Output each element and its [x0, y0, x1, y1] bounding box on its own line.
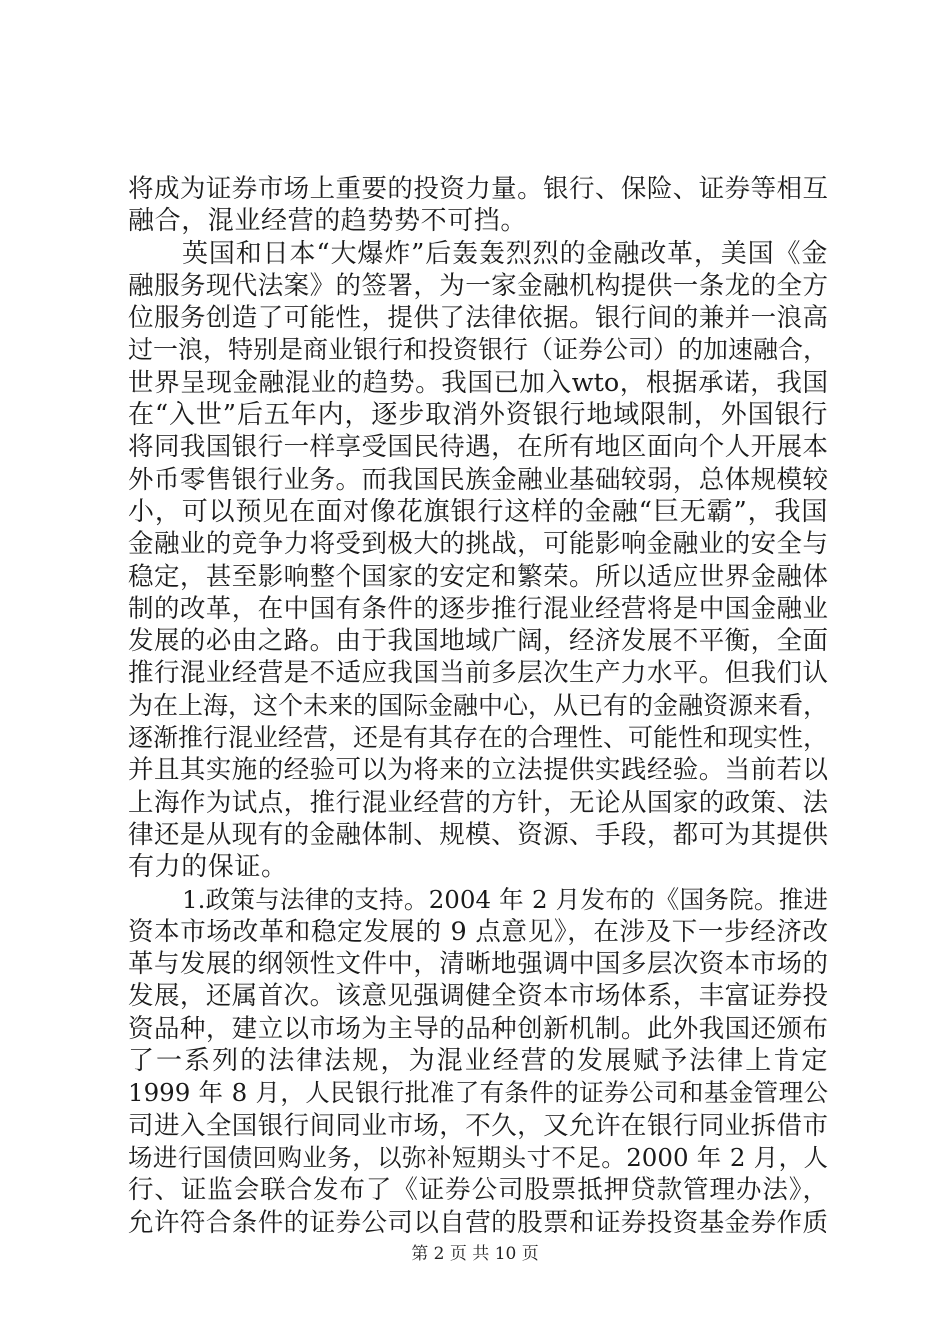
- text-line: 律还是从现有的金融体制、规模、资源、手段，都可为其提供: [128, 819, 828, 850]
- text-line: 外币零售银行业务。而我国民族金融业基础较弱，总体规模较: [128, 464, 828, 495]
- text-line: 允许符合条件的证券公司以自营的股票和证券投资基金券作质: [128, 1207, 828, 1238]
- text-line: 逐渐推行混业经营，还是有其存在的合理性、可能性和现实性，: [128, 723, 829, 753]
- text-line: 过一浪，特别是商业银行和投资银行（证券公司）的加速融合，: [128, 335, 829, 365]
- text-line: 行、证监会联合发布了《证券公司股票抵押贷款管理办法》，: [128, 1175, 828, 1206]
- text-line: 小，可以预见在面对像花旗银行这样的金融“巨无霸”，我国: [128, 496, 828, 527]
- text-line: 在“入世”后五年内，逐步取消外资银行地域限制，外国银行: [128, 400, 828, 431]
- text-line: 资品种，建立以市场为主导的品种创新机制。此外我国还颁布: [128, 1013, 828, 1044]
- text-line: 为在上海，这个未来的国际金融中心，从已有的金融资源来看，: [128, 690, 829, 720]
- text-line: 发展的必由之路。由于我国地域广阔，经济发展不平衡，全面: [128, 626, 828, 657]
- text-line: 1.政策与法律的支持。2004 年 2 月发布的《国务院。推进: [182, 884, 828, 914]
- text-line: 金融业的竞争力将受到极大的挑战，可能影响金融业的安全与: [128, 529, 828, 560]
- text-line: 位服务创造了可能性，提供了法律依据。银行间的兼并一浪高: [128, 303, 828, 334]
- text-line: 融合，混业经营的趋势势不可挡。: [128, 206, 528, 237]
- body-text: [128, 173, 828, 1239]
- text-line: 司进入全国银行间同业市场，不久，又允许在银行同业拆借市: [128, 1110, 828, 1141]
- text-line: 上海作为试点，推行混业经营的方针，无论从国家的政策、法: [128, 787, 828, 818]
- text-line: 有力的保证。: [128, 852, 288, 883]
- page-footer: 第 2 页 共 10 页: [411, 1244, 539, 1264]
- text-line: 英国和日本“大爆炸”后轰轰烈烈的金融改革，美国《金: [182, 238, 828, 269]
- text-line: 并且其实施的经验可以为将来的立法提供实践经验。当前若以: [128, 755, 828, 786]
- text-line: 将成为证券市场上重要的投资力量。银行、保险、证券等相互: [128, 174, 828, 204]
- text-line: 革与发展的纲领性文件中，清晰地强调中国多层次资本市场的: [128, 949, 828, 980]
- text-line: 场进行国债回购业务，以弥补短期头寸不足。2000 年 2 月，人: [128, 1142, 828, 1172]
- text-line: 了一系列的法律法规，为混业经营的发展赋予法律上肯定: [128, 1046, 828, 1077]
- text-line: 制的改革，在中国有条件的逐步推行混业经营将是中国金融业: [128, 593, 828, 624]
- text-line: 推行混业经营是不适应我国当前多层次生产力水平。但我们认: [128, 658, 828, 689]
- text-line: 将同我国银行一样享受国民待遇，在所有地区面向个人开展本: [128, 432, 828, 463]
- text-line: 世界呈现金融混业的趋势。我国已加入wto，根据承诺，我国: [128, 367, 828, 398]
- text-line: 稳定，甚至影响整个国家的安定和繁荣。所以适应世界金融体: [128, 561, 828, 592]
- text-line: 1999 年 8 月，人民银行批准了有条件的证券公司和基金管理公: [128, 1078, 828, 1108]
- text-line: 资本市场改革和稳定发展的 9 点意见》，在涉及下一步经济改: [128, 916, 828, 947]
- text-line: 融服务现代法案》的签署，为一家金融机构提供一条龙的全方: [128, 270, 828, 301]
- text-line: 发展，还属首次。该意见强调健全资本市场体系，丰富证券投: [128, 981, 828, 1012]
